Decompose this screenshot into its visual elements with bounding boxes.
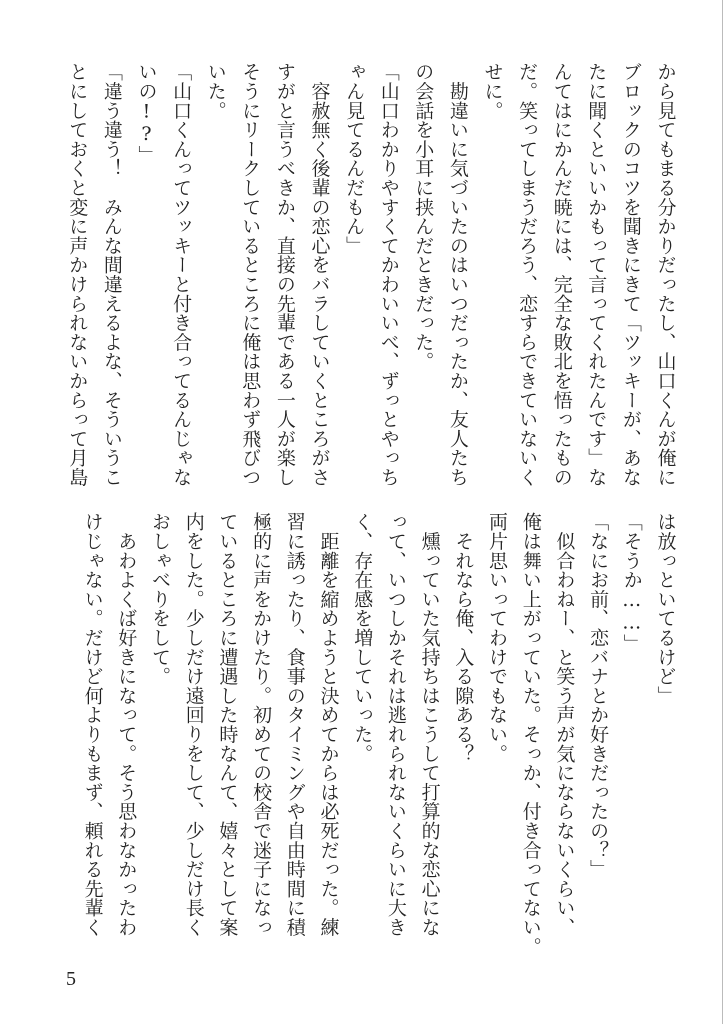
text-column: 「山口くんってツッキーと付き合ってるんじゃな bbox=[170, 62, 193, 487]
text-column: そうにリークしているところに俺は思わず飛びつ bbox=[239, 62, 262, 487]
text-column: 距離を縮めようと決めてからは必死だった。練 bbox=[317, 512, 340, 937]
text-column: 「違う違う！ みんな間違えるよな、そういうこ bbox=[100, 62, 123, 487]
text-column: おしゃべりをして。 bbox=[149, 512, 171, 686]
text-column: 習に誘ったり、食事のタイミングや自由時間に積 bbox=[283, 512, 306, 937]
text-column: 容赦無く後輩の恋心をバラしていくところがさ bbox=[308, 62, 331, 487]
text-column: いた。 bbox=[204, 62, 227, 120]
text-column: から見てもまる分かりだったし、山口くんが俺に bbox=[654, 62, 677, 487]
text-column: それなら俺、入る隙ある？ bbox=[452, 512, 475, 763]
text-column: 極的に声をかけたり。初めての校舎で迷子になっ bbox=[250, 512, 273, 937]
text-column: 似合わねー、と笑う声が気にならないくらい、 bbox=[553, 512, 576, 937]
text-column: けじゃない。だけど何よりもまず、頼れる先輩く bbox=[81, 512, 104, 937]
text-column: だ。笑ってしまうだろう、恋すらできていないく bbox=[516, 62, 539, 487]
text-column: ているところに遭遇した時なんて、嬉々として案 bbox=[216, 512, 239, 937]
text-column: たに聞くといいかもって言ってくれたんです」な bbox=[585, 62, 608, 487]
text-column: せに。 bbox=[481, 62, 504, 120]
text-column: 両片思いってわけでもない。 bbox=[486, 512, 508, 763]
text-column: って、いつしかそれは逃れられないくらいに大き bbox=[384, 512, 407, 937]
text-column: いの!?」 bbox=[135, 62, 158, 165]
text-column: は放っといてるけど」 bbox=[654, 512, 677, 705]
page-number: 5 bbox=[66, 968, 76, 990]
text-column: ブロックのコツを聞きにきて「ツッキーが、あな bbox=[619, 62, 642, 487]
text-column: 俺は舞い上がっていた。そっか、付き合ってない。 bbox=[519, 512, 542, 956]
text-column: ゃん見てるんだもん」 bbox=[343, 62, 366, 255]
text-column: 内をした。少しだけ遠回りをして、少しだけ長く bbox=[182, 512, 205, 937]
text-column: 「山口わかりやすくてかわいいべ、ずっとやっち bbox=[377, 62, 400, 487]
text-column: 「なにお前、恋バナとか好きだったの？」 bbox=[587, 512, 610, 879]
text-column: 「そうか……」 bbox=[620, 512, 643, 654]
text-column: とにしておくと変に声かけられないからって月島 bbox=[66, 62, 89, 487]
text-column: んてはにかんだ暁には、完全な敗北を悟ったもの bbox=[550, 62, 573, 487]
text-column: すがと言うべきか、直接の先輩である一人が楽し bbox=[273, 62, 296, 487]
text-column: 燻っていた気持ちはこうして打算的な恋心にな bbox=[418, 512, 441, 937]
text-column: く、存在感を増していった。 bbox=[351, 512, 374, 763]
text-column: の会話を小耳に挟んだときだった。 bbox=[412, 62, 435, 371]
text-column: あわよくば好きになって。そう思わなかったわ bbox=[115, 512, 138, 937]
text-column: 勘違いに気づいたのはいつだったか、友人たち bbox=[446, 62, 469, 487]
